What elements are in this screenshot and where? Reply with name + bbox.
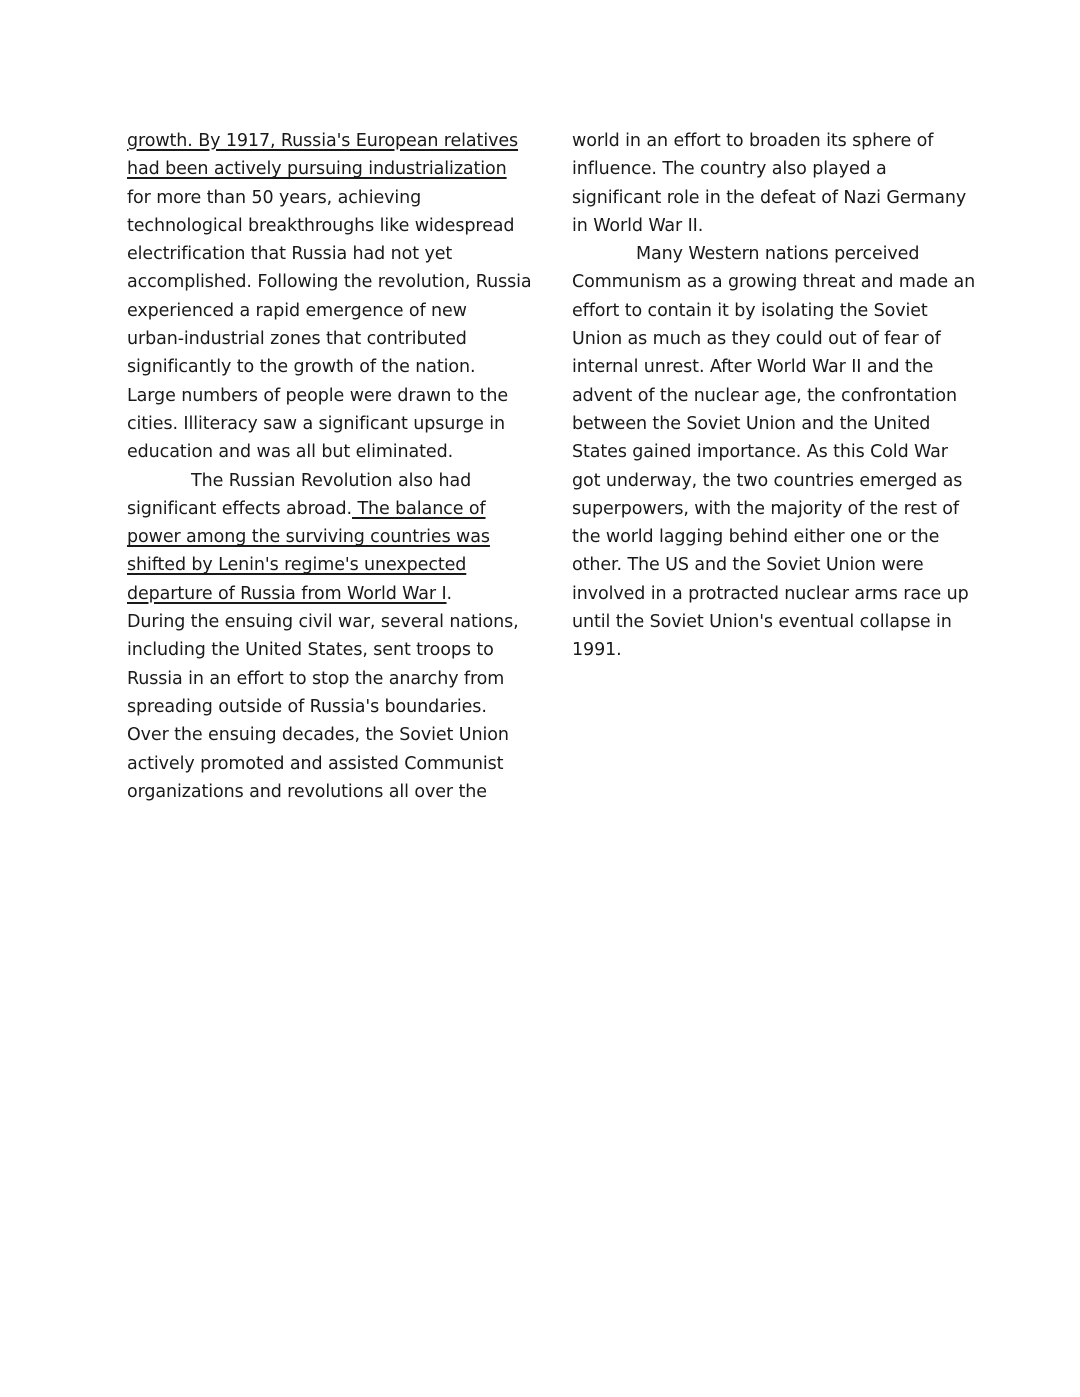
text-line <box>127 127 527 155</box>
text-line <box>572 212 972 240</box>
text-segment: effort to contain it by isolating the Soviet <box>572 300 928 321</box>
text-line <box>572 353 972 381</box>
text-line <box>572 297 972 325</box>
text-segment: significant role in the defeat of Nazi Germany <box>572 187 967 208</box>
text-line <box>127 297 527 325</box>
text-line <box>572 467 972 495</box>
text-line <box>127 551 527 579</box>
text-line <box>127 750 527 778</box>
text-segment: other. The US and the Soviet Union were <box>572 555 924 576</box>
text-line <box>572 608 972 636</box>
text-line <box>572 268 976 296</box>
text-line <box>572 382 972 410</box>
text-segment: The Russian Revolution also had <box>191 470 472 491</box>
text-segment: significant effects abroad. <box>127 498 352 519</box>
text-line <box>127 580 527 608</box>
text-segment: Russia in an effort to stop the anarchy from <box>127 668 505 689</box>
text-segment: Over the ensuing decades, the Soviet Union <box>127 725 509 746</box>
text-segment: world in an effort to broaden its sphere of <box>572 131 934 151</box>
text-segment: . <box>446 583 452 604</box>
text-segment: cities. Illiteracy saw a significant upsurge in <box>127 413 505 434</box>
text-line <box>127 155 527 183</box>
underlined-text-segment: shifted by Lenin's regime's unexpected <box>127 555 467 576</box>
text-segment: influence. The country also played a <box>572 159 887 180</box>
text-segment: involved in a protracted nuclear arms race up <box>572 583 969 604</box>
text-segment: electrification that Russia had not yet <box>127 244 453 265</box>
text-segment: Many Western nations perceived <box>636 244 920 265</box>
text-segment: technological breakthroughs like widespread <box>127 215 515 236</box>
text-line <box>572 495 972 523</box>
text-line <box>572 636 972 664</box>
text-line <box>572 325 972 353</box>
text-line <box>572 410 972 438</box>
text-line <box>127 240 527 268</box>
text-line <box>127 608 527 636</box>
text-line <box>572 240 972 268</box>
text-segment: advent of the nuclear age, the confrontation <box>572 385 958 406</box>
underlined-text-segment: departure of Russia from World War I <box>127 583 447 604</box>
text-segment: until the Soviet Union's eventual collapse in <box>572 612 952 633</box>
text-segment: organizations and revolutions all over the <box>127 781 487 802</box>
left-text-column <box>127 127 532 806</box>
text-line <box>127 382 527 410</box>
text-segment: experienced a rapid emergence of new <box>127 300 467 321</box>
text-segment: Union as much as they could out of fear of <box>572 329 941 350</box>
text-segment: including the United States, sent troops to <box>127 640 494 661</box>
text-segment: States gained importance. As this Cold War <box>572 442 948 463</box>
text-line <box>572 438 972 466</box>
text-segment: significantly to the growth of the nation. <box>127 357 476 378</box>
text-line <box>127 693 527 721</box>
text-line <box>127 721 527 749</box>
text-line <box>127 778 527 806</box>
text-line <box>127 353 527 381</box>
text-segment: got underway, the two countries emerged as <box>572 470 963 491</box>
text-line <box>127 467 527 495</box>
text-segment: accomplished. Following the revolution, Russia <box>127 272 532 293</box>
text-line <box>127 268 532 296</box>
text-line <box>127 325 527 353</box>
text-line <box>127 495 527 523</box>
text-segment: actively promoted and assisted Communist <box>127 753 504 774</box>
text-segment: superpowers, with the majority of the rest of <box>572 498 959 519</box>
text-line <box>127 665 527 693</box>
text-line <box>127 212 527 240</box>
text-segment: internal unrest. After World War II and the <box>572 357 934 378</box>
text-segment: During the ensuing civil war, several nations, <box>127 612 519 633</box>
text-segment: spreading outside of Russia's boundaries. <box>127 696 487 717</box>
text-line <box>127 523 527 551</box>
underlined-text-segment: had been actively pursuing industrialization <box>127 159 507 180</box>
text-segment: Large numbers of people were drawn to the <box>127 385 509 406</box>
text-line <box>127 410 527 438</box>
underlined-text-segment: growth. By 1917, Russia's European relatives <box>127 131 519 151</box>
text-line <box>127 636 527 664</box>
text-line <box>572 523 972 551</box>
text-line <box>127 438 527 466</box>
underlined-text-segment: The balance of <box>352 498 486 519</box>
text-line <box>572 184 972 212</box>
right-text-column <box>572 127 976 665</box>
text-segment: in World War II. <box>572 215 704 236</box>
text-segment: between the Soviet Union and the United <box>572 413 931 434</box>
text-line <box>572 127 972 155</box>
underlined-text-segment: power among the surviving countries was <box>127 527 490 548</box>
text-segment: education and was all but eliminated. <box>127 442 454 463</box>
text-segment: the world lagging behind either one or the <box>572 527 940 548</box>
text-line <box>572 155 972 183</box>
text-line <box>572 580 972 608</box>
text-segment: for more than 50 years, achieving <box>127 187 422 208</box>
text-line <box>572 551 972 579</box>
text-segment: urban-industrial zones that contributed <box>127 329 467 350</box>
text-line <box>127 184 527 212</box>
text-segment: Communism as a growing threat and made an <box>572 272 976 293</box>
text-segment: 1991. <box>572 640 622 661</box>
